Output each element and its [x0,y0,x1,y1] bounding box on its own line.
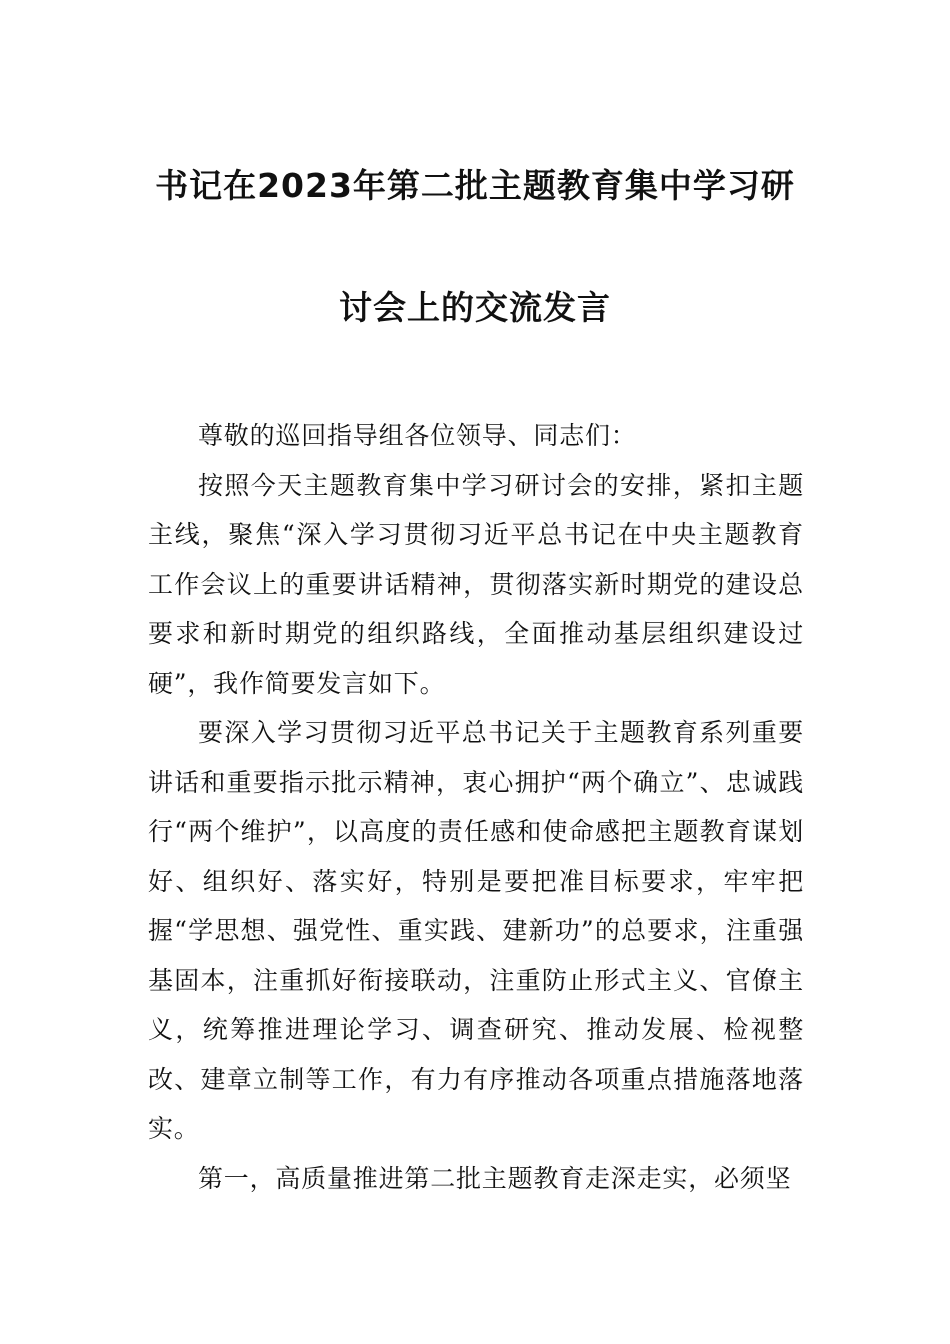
body-paragraph: 第一，高质量推进第二批主题教育走深走实，必须坚 [198,1163,792,1193]
document-body [148,411,804,1203]
document-title-line-1: 书记在2023年第二批主题教育集中学习研 [155,166,795,205]
body-paragraph: 要深入学习贯彻习近平总书记关于主题教育系列重要讲话和重要指示批示精神，衷心拥护“两个确立”、忠诚践行“两个维护”，以高度的责任感和使命感把主题教育谋划好、组织好、落实好，特别是要把准目标要求，牢牢把握“学思想、强党性、重实践、建新功”的总要求，注重强基固本，注重抓好衔接联动，注重防止形式主义、官僚主义，统筹推进理论学习、调查研究、推动发展、检视整改、建章立制等工作，有力有序推动各项重点措施落地落实。 [148,718,804,1143]
salutation-paragraph: 尊敬的巡回指导组各位领导、同志们： [198,421,637,450]
document-title-line-2: 讨会上的交流发言 [339,288,611,327]
body-paragraph: 按照今天主题教育集中学习研讨会的安排，紧扣主题主线，聚焦“深入学习贯彻习近平总书记在中央主题教育工作会议上的重要讲话精神，贯彻落实新时期党的建设总要求和新时期党的组织路线，全面推动基层组织建设过硬”，我作简要发言如下。 [148,470,804,698]
